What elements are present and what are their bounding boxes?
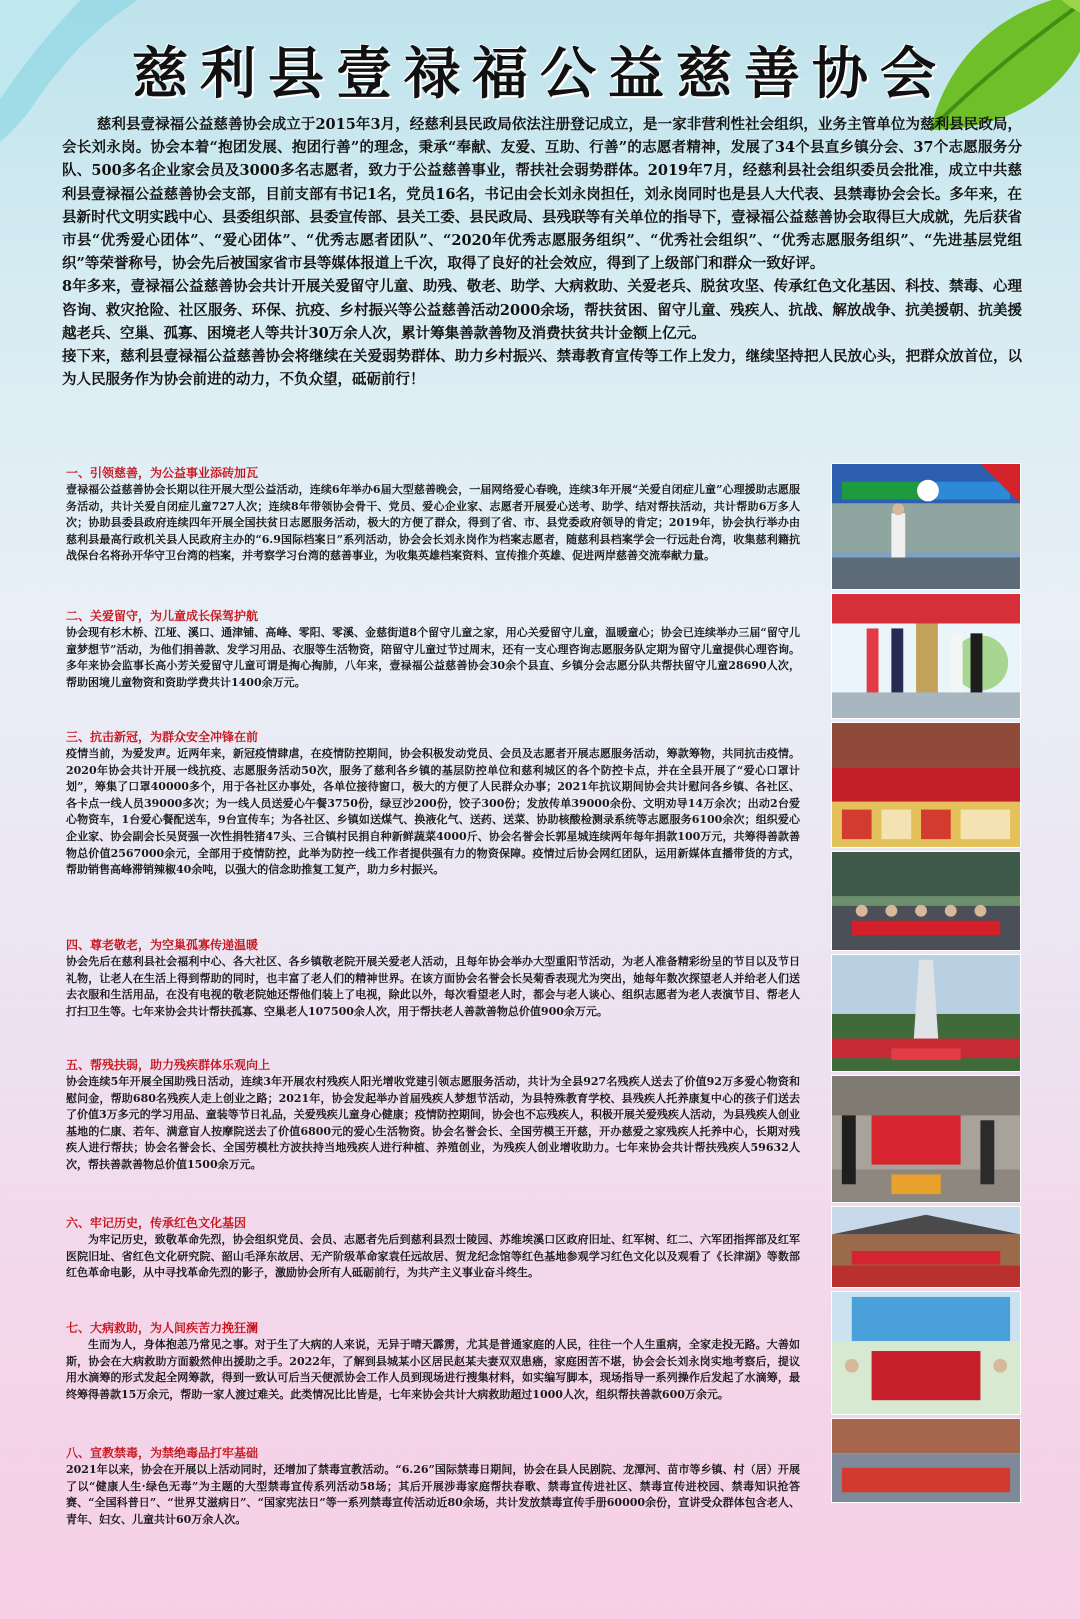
intro-paragraph-1: 慈利县壹禄福公益慈善协会成立于2015年3月，经慈利县民政局依法注册登记成立，是一家非营利性社会组织，业务主管单位为慈利县民政局，会长刘永岗。协会本着“抱团发展、抱团行善”的理念，秉承“奉献、友爱、互助、行善”的志愿者精神，发展了34个县直乡镇分会、37个志愿服务分队、500多名企业家会员及3000多名志愿者，致力于公益慈善事业，帮扶社会弱势群体。2019年7月，经慈利县社会组织委员会批准，成立中共慈利县壹禄福公益慈善协会支部，目前支部有书记1名，党员16名，书记由会长刘永岗担任，刘永岗同时也是县人大代表、县禁毒协会会长。多年来，在县新时代文明实践中心、县委组织部、县委宣传部、县关工委、县民政局、县残联等有关单位的指导下，壹禄福公益慈善协会取得巨大成就，先后获省市县“优秀爱心团体”、“爱心团体”、“优秀志愿者团队”、“2020年优秀志愿服务组织”、“优秀社会组织”、“优秀志愿服务组织”、“先进基层党组织”等荣誉称号，协会先后被国家省市县等媒体报道上千次，取得了良好的社会效应，得到了上级部门和群众一致好评。 [62,116,1022,273]
section-heading: 二、关爱留守，为儿童成长保驾护航 [66,609,259,623]
photo-disability-support [831,1075,1021,1203]
page-title: 慈利县壹禄福公益慈善协会 [132,42,948,107]
section-heading: 三、抗击新冠，为群众安全冲锋在前 [66,730,259,744]
section-3 [66,729,800,937]
section-heading: 七、大病救助，为人间疾苦力挽狂澜 [66,1321,259,1335]
section-2 [66,608,800,729]
section-body: 协会现有杉木桥、江垭、溪口、通津铺、高峰、零阳、零溪、金慈街道8个留守儿童之家，用心关爱留守儿童，温暖童心；协会已连续举办三届“留守儿童梦想节”活动，为他们捐善款、发学习用品、衣服等生活物资，陪留守儿童过节过周末，还有一支心理咨询志愿服务队定期为留守儿童提供心理咨询。多年来协会监事长高小芳关爱留守儿童可谓是掏心掏肺，八年来，壹禄福公益慈善协会30余个县直、乡镇分会志愿分队共帮扶留守儿童28690人次，帮助困境儿童物资和资助学费共计1400余万元。 [66,626,800,689]
activity-sections [66,465,800,1528]
section-body: 壹禄福公益慈善协会长期以往开展大型公益活动，连续6年举办6届大型慈善晚会，一届网络爱心春晚，连续3年开展“关爱自闭症儿童”心理援助志愿服务活动，共计关爱自闭症儿童727人次；连续8年带领协会骨干、党员、爱心企业家、志愿者开展爱心送考、助学、结对帮扶活动，共计帮助6万多人次；协助县委县政府连续四年开展全国扶贫日志愿服务活动，极大的方便了群众，得到了省、市、县党委政府领导的肯定；2019年，协会执行举办由慈利县最高行政机关县人民政府主办的“6.9国际档案日”系列活动，协会会长刘永岗作为档案志愿者，随慈利县档案学会一行远赴台湾，收集慈利籍抗战保台名将孙开华守卫台湾的档案，并考察学习台湾的慈善事业，为收集英雄档案资料、宣传推介英雄、促进两岸慈善交流奉献力量。 [66,483,800,563]
photo-anti-drug-stage [831,463,1021,590]
section-body: 为牢记历史，致敬革命先烈，协会组织党员、会员、志愿者先后到慈利县烈士陵园、苏维埃溪口区政府旧址、红军树、红二、六军团指挥部及红军医院旧址、省红色文化研究院、韶山毛泽东故居、无产阶级革命家袁任远故居、贺龙纪念馆等红色基地参观学习红色文化以及观看了《长津湖》等数部红色革命电影，从中寻找革命先烈的影子，激励协会所有人砥砺前行，为共产主义事业奋斗终生。 [66,1233,800,1280]
section-6 [66,1215,800,1320]
section-body: 协会连续5年开展全国助残日活动，连续3年开展农村残疾人阳光增收党建引领志愿服务活动，共计为全县927名残疾人送去了价值92万多爱心物资和慰问金，帮助680名残疾人走上创业之路；2021年，协会发起举办首届残疾人梦想节活动，为县特殊教育学校、县残疾人托养康复中心的孩子们送去了价值3万多元的学习用品、童装等节日礼品，关爱残疾儿童身心健康；疫情防控期间，协会也不忘残疾人，积极开展关爱残疾人活动，为县残疾人创业基地的仁康、若年、满意盲人按摩院送去了价值6800元的爱心生活物资。协会名誉会长、全国劳模王开慈，开办慈爱之家残疾人托养中心，长期对残疾人进行帮扶；协会名誉会长、全国劳模杜方波扶持当地残疾人进行种植、养殖创业，为残疾人创业增收助力。七年来协会共计帮扶残疾人59632人次，帮扶善款善物总价值1500余万元。 [66,1075,800,1171]
section-heading: 六、牢记历史，传承红色文化基因 [66,1216,247,1230]
photo-volunteer-group [831,851,1021,951]
photo-memorial-monument [831,954,1021,1072]
section-body: 协会先后在慈利县社会福利中心、各大社区、各乡镇敬老院开展关爱老人活动，且每年协会举办大型重阳节活动，为老人准备精彩纷呈的节目以及节日礼物，让老人在生活上得到帮助的同时，也丰富了老人们的精神世界。在该方面协会名誉会长吴菊香表现尤为突出，她每年数次探望老人并给老人们送去衣服和生活用品，在没有电视的敬老院她还帮他们装上了电视，除此以外，每次看望老人时，都会与老人谈心、组织志愿者为老人表演节目、帮老人打扫卫生等。七年来协会共计帮扶孤寡、空巢老人107500余人次，用于帮扶老人善款善物总价值900余万元。 [66,955,800,1018]
intro-paragraph-2: 8年多来，壹禄福公益慈善协会共计开展关爱留守儿童、助残、敬老、助学、大病救助、关爱老兵、脱贫攻坚、传承红色文化基因、科技、禁毒、心理咨询、救灾抢险、社区服务、环保、抗疫、乡村振兴等公益慈善活动2000余场，帮扶贫困、留守儿童、残疾人、抗战、解放战争、抗美援朝、抗美援越老兵、空巢、孤寡、困境老人等共计30万余人次，累计筹集善款善物及消费扶贫共计金额上亿元。 [62,278,1022,342]
section-body: 疫情当前，为爱发声。近两年来，新冠疫情肆虐，在疫情防控期间，协会积极发动党员、会员及志愿者开展志愿服务活动，筹款筹物，共同抗击疫情。2020年协会共计开展一线抗疫、志愿服务活动50次，服务了慈利各乡镇的基层防控单位和慈利城区的各个防控卡点，并在全县开展了“爱心口罩计划”，筹集了口罩40000多个，用于各社区办事处，各单位接待窗口，极大的方便了人民群众办事；2021年抗议期间协会共计慰问各乡镇、各社区、各卡点一线人员39000多次；为一线人员送爱心午餐3750份，绿豆沙200份，饺子300份；发放传单39000余份、文明劝导14万余次；出动2台爱心物资车，1台爱心餐配送车，9台宣传车；为各社区、乡镇如送煤气、换液化气、送药、送菜、协助核酸检测录系统等志愿服务6100余次；组织爱心企业家、协会副会长吴贤强一次性捐牲猪47头、三合镇村民捐自种新鲜蔬菜4000斤、协会名誉会长郭星城连续两年每年捐款100万元，共筹得善款善物总价值2567000余元，全部用于疫情防控，此举为防控一线工作者提供强有力的物资保障。疫情过后协会网红团队，运用新媒体直播带货的方式，帮助销售高峰滞销辣椒40余吨，以强大的信念助推复工复产，助力乡村振兴。 [66,747,800,877]
section-8 [66,1445,800,1528]
photo-epidemic-supplies [831,722,1021,848]
section-heading: 一、引领慈善，为公益事业添砖加瓦 [66,466,259,480]
section-5 [66,1057,800,1215]
section-4 [66,937,800,1057]
photo-children-home-award [831,593,1021,719]
section-heading: 四、尊老敬老，为空巢孤寡传递温暖 [66,938,259,952]
intro-paragraph-3: 接下来，慈利县壹禄福公益慈善协会将继续在关爱弱势群体、助力乡村振兴、禁毒教育宣传等工作上发力，继续坚持把人民放心头，把群众放首位，以为人民服务作为协会前进的动力，不负众望，砥砺前行！ [62,348,1022,389]
intro-section [62,113,1022,391]
photo-red-culture-trip [831,1206,1021,1288]
section-7 [66,1320,800,1445]
section-body: 2021年以来，协会在开展以上活动同时，还增加了禁毒宣教活动。“6.26”国际禁毒日期间，协会在县人民剧院、龙潭河、苗市等乡镇、村（居）开展了以“健康人生·绿色无毒”为主题的大型禁毒宣传系列活动58场；其后开展涉毒家庭帮扶春歌、禁毒宣传进社区、禁毒宣传进校园、禁毒知识抢答赛、“全国科普日”、“世界艾滋病日”、“国家宪法日”等一系列禁毒宣传活动近80余场，共计发放禁毒宣传手册60000余份，宣讲受众群体包含老人、青年、妇女、儿童共计60万余人次。 [66,1463,800,1526]
photo-volunteer-team-banner [831,1291,1021,1415]
section-heading: 八、宣教禁毒，为禁绝毒品打牢基础 [66,1446,259,1460]
section-1 [66,465,800,608]
section-body: 生而为人，身体抱恙乃常见之事。对于生了大病的人来说，无异于晴天霹雳，尤其是普通家庭的人民，往往一个人生重病，全家走投无路。大善如斯，协会在大病救助方面毅然伸出援助之手。2022年，了解到县城某小区居民赵某夫妻双双患癌，家庭困苦不堪，协会会长刘永岗实地考察后，提议用水滴筹的形式发起全网筹款，得到一致认可后当天便派协会工作人员到现场进行搜集材料，如实编写脚本，现场指导一系列操作后发起了水滴筹，最终筹得善款15万余元，帮助一家人渡过难关。此类情况比比皆是，七年来协会共计大病救助超过1000人次，组织帮扶善款600万余元。 [66,1338,800,1401]
photo-drug-education [831,1418,1021,1503]
section-heading: 五、帮残扶弱，助力残疾群体乐观向上 [66,1058,271,1072]
